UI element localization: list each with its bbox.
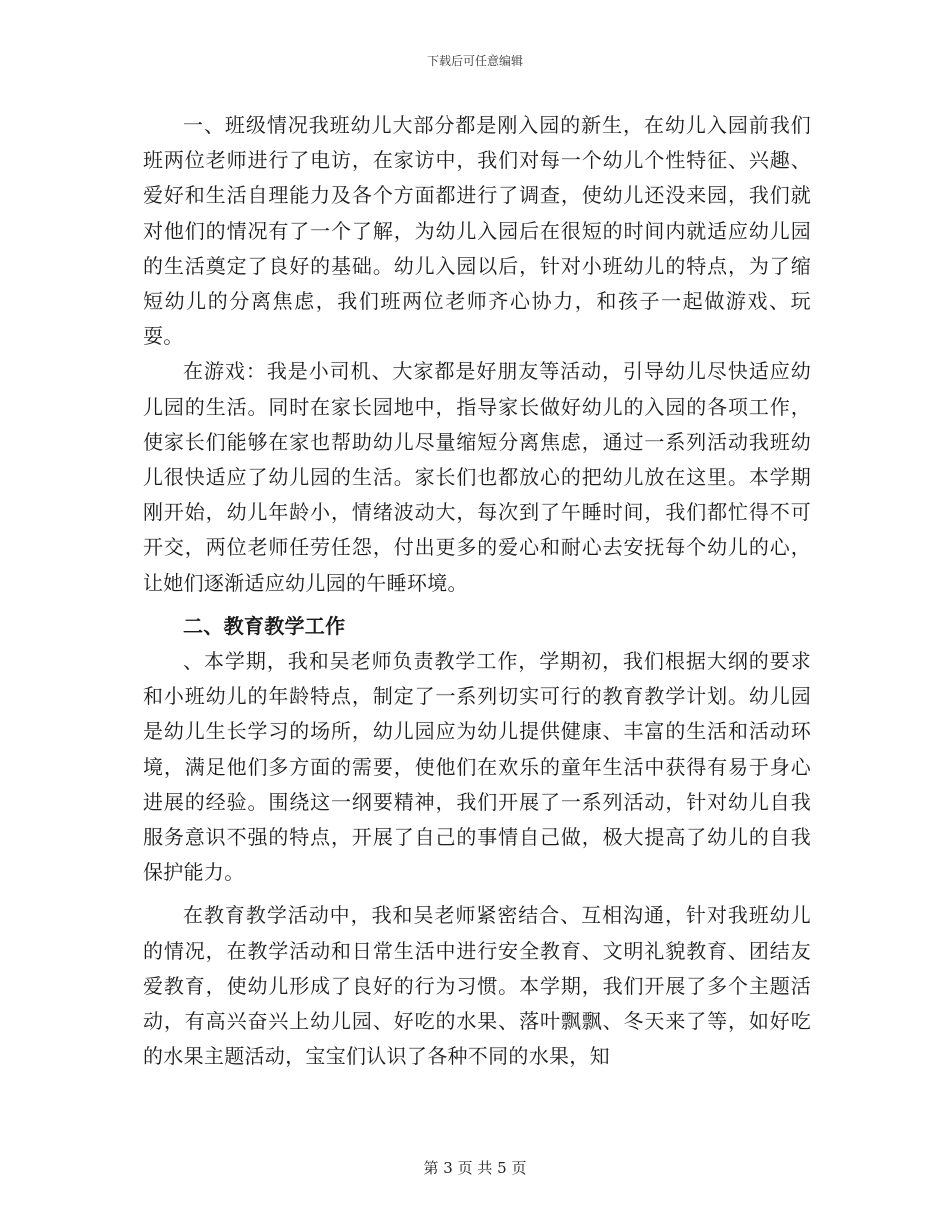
page-header-note: 下载后可任意编辑 — [426, 54, 523, 68]
section-heading-teaching: 二、教育教学工作 — [183, 613, 346, 638]
paragraph-teaching-activities: 在教育教学活动中，我和吴老师紧密结合、互相沟通，针对我班幼儿的情况，在教学活动和日常生活中进行安全教育、文明礼貌教育、团结友爱教育，使幼儿形成了良好的行为习惯。本学期，我们开展了多个主题活动，有高兴奋兴上幼儿园、好吃的水果、落叶飘飘、冬天来了等，如好吃的水果主题活动，宝宝们认识了各种不同的水果，知 — [143, 903, 811, 1069]
paragraph-class-situation: 一、班级情况我班幼儿大部分都是刚入园的新生，在幼儿入园前我们班两位老师进行了电访，在家访中，我们对每一个幼儿个性特征、兴趣、爱好和生活自理能力及各个方面都进行了调查，使幼儿还没来园，我们就对他们的情况有了一个了解，为幼儿入园后在很短的时间内就适应幼儿园的生活奠定了良好的基础。幼儿入园以后，针对小班幼儿的特点，为了缩短幼儿的分离焦虑，我们班两位老师齐心协力，和孩子一起做游戏、玩耍。 — [143, 113, 811, 349]
paragraph-games: 在游戏：我是小司机、大家都是好朋友等活动，引导幼儿尽快适应幼儿园的生活。同时在家长园地中，指导家长做好幼儿的入园的各项工作，使家长们能够在家也帮助幼儿尽量缩短分离焦虑，通过一系列活动我班幼儿很快适应了幼儿园的生活。家长们也都放心的把幼儿放在这里。本学期刚开始，幼儿年龄小，情绪波动大，每次到了午睡时间，我们都忙得不可开交，两位老师任劳任怨，付出更多的爱心和耐心去安抚每个幼儿的心，让她们逐渐适应幼儿园的午睡环境。 — [143, 359, 811, 595]
paragraph-teaching-plan: 、本学期，我和吴老师负责教学工作，学期初，我们根据大纲的要求和小班幼儿的年龄特点，制定了一系列切实可行的教育教学计划。幼儿园是幼儿生长学习的场所，幼儿园应为幼儿提供健康、丰富的生活和活动环境，满足他们多方面的需要，使他们在欢乐的童年生活中获得有易于身心进展的经验。围绕这一纲要精神，我们开展了一系列活动，针对幼儿自我服务意识不强的特点，开展了自己的事情自己做，极大提高了幼儿的自我保护能力。 — [143, 649, 811, 885]
page-footer-indicator: 第 3 页 共 5 页 — [423, 1159, 527, 1177]
document-body — [143, 108, 811, 1074]
